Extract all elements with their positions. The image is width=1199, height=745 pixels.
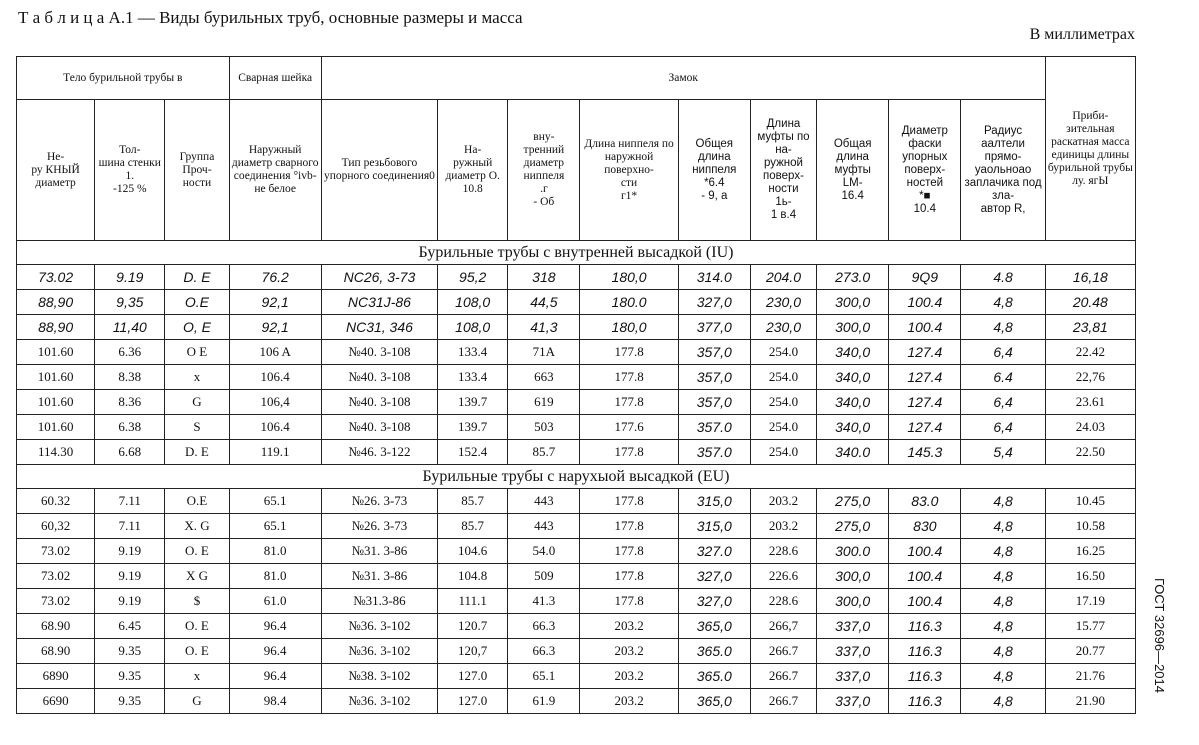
- table-cell: 6890: [17, 664, 95, 689]
- table-cell: 66.3: [508, 639, 580, 664]
- table-cell: 315,0: [678, 514, 750, 539]
- table-cell: 92,1: [229, 315, 321, 340]
- table-cell: 10.45: [1045, 489, 1135, 514]
- table-cell: 509: [508, 564, 580, 589]
- table-cell: 23,81: [1045, 315, 1135, 340]
- table-cell: №36. 3-102: [321, 614, 437, 639]
- table-cell: 88,90: [17, 290, 95, 315]
- table-cell: 5,4: [961, 440, 1045, 465]
- column-header: На- ружный диаметр О. 10.8: [438, 100, 508, 241]
- table-row: [17, 589, 1136, 614]
- table-cell: 114.30: [17, 440, 95, 465]
- table-cell: 204.0: [750, 265, 816, 290]
- table-cell: 22,76: [1045, 365, 1135, 390]
- column-header: Общая длина муфты LM- 16.4: [817, 100, 889, 241]
- table-cell: 4,8: [961, 315, 1045, 340]
- table-cell: 340,0: [817, 365, 889, 390]
- table-cell: 443: [508, 489, 580, 514]
- drill-pipe-table: [16, 56, 1136, 714]
- table-cell: 300,0: [817, 290, 889, 315]
- table-cell: 22.42: [1045, 340, 1135, 365]
- table-cell: G: [165, 689, 229, 714]
- table-cell: 106,4: [229, 390, 321, 415]
- table-cell: 81.0: [229, 564, 321, 589]
- table-cell: 65.1: [229, 514, 321, 539]
- table-cell: x: [165, 365, 229, 390]
- table-row: [17, 614, 1136, 639]
- table-cell: 9.19: [95, 564, 165, 589]
- table-cell: 337,0: [817, 664, 889, 689]
- table-cell: 6.36: [95, 340, 165, 365]
- table-cell: 41,3: [508, 315, 580, 340]
- table-cell: 111.1: [438, 589, 508, 614]
- table-cell: 177.6: [580, 415, 678, 440]
- table-cell: 254.0: [750, 415, 816, 440]
- table-cell: O. E: [165, 539, 229, 564]
- table-cell: 830: [889, 514, 961, 539]
- table-cell: 10.58: [1045, 514, 1135, 539]
- table-cell: 4,8: [961, 539, 1045, 564]
- table-cell: 230,0: [750, 315, 816, 340]
- column-header: Тип резьбового упорного соединения0: [321, 100, 437, 241]
- units-label: В миллиметрах: [1029, 26, 1135, 43]
- table-cell: 254.0: [750, 340, 816, 365]
- table-cell: 92,1: [229, 290, 321, 315]
- table-cell: 81.0: [229, 539, 321, 564]
- table-cell: 177.8: [580, 539, 678, 564]
- table-cell: 6,4: [961, 390, 1045, 415]
- table-cell: 108,0: [438, 290, 508, 315]
- table-cell: 340,0: [817, 390, 889, 415]
- table-cell: 177.8: [580, 340, 678, 365]
- table-cell: 300,0: [817, 315, 889, 340]
- table-cell: №31.3-86: [321, 589, 437, 614]
- table-cell: 177.8: [580, 564, 678, 589]
- table-cell: №46. 3-122: [321, 440, 437, 465]
- table-cell: 133.4: [438, 365, 508, 390]
- table-cell: 76.2: [229, 265, 321, 290]
- table-cell: 9Q9: [889, 265, 961, 290]
- table-cell: 96.4: [229, 639, 321, 664]
- table-cell: 357.0: [678, 415, 750, 440]
- table-cell: $: [165, 589, 229, 614]
- table-cell: 254.0: [750, 365, 816, 390]
- header-tool-joint: Замок: [321, 57, 1045, 100]
- table-cell: 106.4: [229, 415, 321, 440]
- table-cell: 104.6: [438, 539, 508, 564]
- table-row: [17, 340, 1136, 365]
- table-cell: 127.4: [889, 340, 961, 365]
- column-header: Группа Проч- ности: [165, 100, 229, 241]
- table-cell: 17.19: [1045, 589, 1135, 614]
- table-cell: 44,5: [508, 290, 580, 315]
- table-cell: №36. 3-102: [321, 689, 437, 714]
- table-cell: 377,0: [678, 315, 750, 340]
- table-cell: 357,0: [678, 340, 750, 365]
- table-cell: 365.0: [678, 639, 750, 664]
- table-cell: 152.4: [438, 440, 508, 465]
- table-cell: №31. 3-86: [321, 539, 437, 564]
- table-cell: 230,0: [750, 290, 816, 315]
- table-cell: 177.8: [580, 514, 678, 539]
- table-cell: №26. 3-73: [321, 514, 437, 539]
- table-cell: 203.2: [580, 639, 678, 664]
- table-cell: 177.8: [580, 365, 678, 390]
- table-cell: S: [165, 415, 229, 440]
- table-cell: 266.7: [750, 664, 816, 689]
- table-cell: 180,0: [580, 315, 678, 340]
- table-cell: 365,0: [678, 614, 750, 639]
- table-cell: 177.8: [580, 589, 678, 614]
- table-cell: 9.35: [95, 689, 165, 714]
- table-cell: 71A: [508, 340, 580, 365]
- table-cell: 4,8: [961, 589, 1045, 614]
- table-cell: 127.4: [889, 365, 961, 390]
- table-cell: 60,32: [17, 514, 95, 539]
- table-cell: 357,0: [678, 390, 750, 415]
- table-cell: 663: [508, 365, 580, 390]
- table-cell: 120,7: [438, 639, 508, 664]
- table-cell: NC31J-86: [321, 290, 437, 315]
- table-cell: 106 A: [229, 340, 321, 365]
- table-cell: 337,0: [817, 614, 889, 639]
- table-cell: 300.0: [817, 539, 889, 564]
- table-row: [17, 390, 1136, 415]
- table-cell: 4,8: [961, 564, 1045, 589]
- table-row: [17, 564, 1136, 589]
- table-cell: 180.0: [580, 290, 678, 315]
- table-cell: X G: [165, 564, 229, 589]
- table-cell: 95,2: [438, 265, 508, 290]
- table-cell: №40. 3-108: [321, 365, 437, 390]
- table-cell: 100.4: [889, 564, 961, 589]
- table-cell: 11,40: [95, 315, 165, 340]
- table-cell: 9.35: [95, 664, 165, 689]
- table-cell: O, E: [165, 315, 229, 340]
- section-title: Бурильные трубы с внутренней высадкой (IU): [17, 241, 1136, 265]
- table-cell: 273.0: [817, 265, 889, 290]
- table-cell: 16,18: [1045, 265, 1135, 290]
- table-cell: 443: [508, 514, 580, 539]
- table-cell: 104.8: [438, 564, 508, 589]
- table-cell: №40. 3-108: [321, 390, 437, 415]
- table-cell: 145.3: [889, 440, 961, 465]
- table-cell: 54.0: [508, 539, 580, 564]
- table-cell: 4.8: [961, 265, 1045, 290]
- table-cell: 85.7: [438, 489, 508, 514]
- table-cell: 9.19: [95, 589, 165, 614]
- table-cell: 23.61: [1045, 390, 1135, 415]
- table-cell: 73.02: [17, 265, 95, 290]
- table-cell: 41.3: [508, 589, 580, 614]
- table-row: [17, 315, 1136, 340]
- header-weld-neck: Сварная шейка: [229, 57, 321, 100]
- table-cell: 100.4: [889, 290, 961, 315]
- section-title: Бурильные трубы с нарухыой высадкой (EU): [17, 465, 1136, 489]
- table-row: [17, 290, 1136, 315]
- table-cell: 266.7: [750, 639, 816, 664]
- table-cell: №38. 3-102: [321, 664, 437, 689]
- table-cell: 9.19: [95, 265, 165, 290]
- table-cell: 180,0: [580, 265, 678, 290]
- table-cell: 61.9: [508, 689, 580, 714]
- table-cell: 127.4: [889, 415, 961, 440]
- table-cell: X. G: [165, 514, 229, 539]
- table-cell: 177.8: [580, 390, 678, 415]
- table-row: [17, 415, 1136, 440]
- table-cell: 340,0: [817, 415, 889, 440]
- table-cell: 6.68: [95, 440, 165, 465]
- table-cell: 6,4: [961, 340, 1045, 365]
- table-cell: 6.4: [961, 365, 1045, 390]
- table-cell: 21.90: [1045, 689, 1135, 714]
- table-cell: 101.60: [17, 390, 95, 415]
- table-cell: 60.32: [17, 489, 95, 514]
- table-cell: 275,0: [817, 514, 889, 539]
- table-cell: 127.4: [889, 390, 961, 415]
- table-cell: 300,0: [817, 589, 889, 614]
- table-cell: 83.0: [889, 489, 961, 514]
- table-cell: 68.90: [17, 639, 95, 664]
- table-cell: 203.2: [580, 689, 678, 714]
- table-cell: 73.02: [17, 589, 95, 614]
- table-row: [17, 689, 1136, 714]
- table-cell: 228.6: [750, 539, 816, 564]
- table-cell: 275,0: [817, 489, 889, 514]
- column-header: Общея длина ниппеля *6.4 - 9, а: [678, 100, 750, 241]
- table-cell: 327,0: [678, 564, 750, 589]
- table-cell: 68.90: [17, 614, 95, 639]
- table-cell: 7.11: [95, 489, 165, 514]
- table-cell: 340,0: [817, 340, 889, 365]
- table-cell: O. E: [165, 639, 229, 664]
- column-header: Не- ру КНЫЙ диаметр: [17, 100, 95, 241]
- table-cell: 503: [508, 415, 580, 440]
- table-cell: 66.3: [508, 614, 580, 639]
- table-cell: 22.50: [1045, 440, 1135, 465]
- column-header: вну- тренний диаметр ниппеля .г - Об: [508, 100, 580, 241]
- table-cell: 9,35: [95, 290, 165, 315]
- table-cell: 101.60: [17, 340, 95, 365]
- table-cell: 4,8: [961, 614, 1045, 639]
- table-cell: O. E: [165, 614, 229, 639]
- table-cell: 100.4: [889, 589, 961, 614]
- table-cell: 203.2: [580, 614, 678, 639]
- table-cell: 7.11: [95, 514, 165, 539]
- table-cell: 65.1: [229, 489, 321, 514]
- table-cell: 357.0: [678, 440, 750, 465]
- table-cell: 127.0: [438, 664, 508, 689]
- table-cell: 619: [508, 390, 580, 415]
- table-cell: 88,90: [17, 315, 95, 340]
- table-row: [17, 265, 1136, 290]
- table-cell: №40. 3-108: [321, 340, 437, 365]
- table-row: [17, 639, 1136, 664]
- table-cell: 98.4: [229, 689, 321, 714]
- table-cell: 85.7: [438, 514, 508, 539]
- table-cell: 73.02: [17, 564, 95, 589]
- table-cell: 100.4: [889, 315, 961, 340]
- table-cell: NC31, 346: [321, 315, 437, 340]
- table-cell: 203.2: [580, 664, 678, 689]
- table-cell: 314.0: [678, 265, 750, 290]
- table-cell: №26. 3-73: [321, 489, 437, 514]
- table-row: [17, 664, 1136, 689]
- table-cell: 8.38: [95, 365, 165, 390]
- table-cell: 266.7: [750, 689, 816, 714]
- table-cell: 20.48: [1045, 290, 1135, 315]
- table-row: [17, 539, 1136, 564]
- table-cell: 139.7: [438, 390, 508, 415]
- table-cell: 203.2: [750, 489, 816, 514]
- table-cell: 16.25: [1045, 539, 1135, 564]
- table-cell: 96.4: [229, 664, 321, 689]
- column-header: Длина муфты по на- ружной поверх- ности 1ь- 1 в.4: [750, 100, 816, 241]
- table-cell: 177.8: [580, 489, 678, 514]
- table-cell: 8.36: [95, 390, 165, 415]
- column-header: Тол- шина стенки 1. -125 %: [95, 100, 165, 241]
- table-cell: 116.3: [889, 664, 961, 689]
- table-cell: 106.4: [229, 365, 321, 390]
- table-cell: 327,0: [678, 589, 750, 614]
- table-cell: 203.2: [750, 514, 816, 539]
- table-cell: №36. 3-102: [321, 639, 437, 664]
- table-cell: O E: [165, 340, 229, 365]
- table-cell: 4,8: [961, 689, 1045, 714]
- table-cell: 226.6: [750, 564, 816, 589]
- column-header: Длина ниппеля по наружной поверхно- сти г1*: [580, 100, 678, 241]
- table-cell: 73.02: [17, 539, 95, 564]
- table-cell: 254.0: [750, 390, 816, 415]
- table-cell: NC26, 3-73: [321, 265, 437, 290]
- table-cell: G: [165, 390, 229, 415]
- table-cell: 365,0: [678, 689, 750, 714]
- table-cell: 85.7: [508, 440, 580, 465]
- table-cell: 4,8: [961, 489, 1045, 514]
- table-cell: 101.60: [17, 365, 95, 390]
- table-cell: 96.4: [229, 614, 321, 639]
- table-cell: 139.7: [438, 415, 508, 440]
- column-header: Диаметр фаски упорных поверх- ностей *■ 10.4: [889, 100, 961, 241]
- table-cell: 65.1: [508, 664, 580, 689]
- table-cell: 4,8: [961, 514, 1045, 539]
- table-cell: 6.38: [95, 415, 165, 440]
- column-header: Радиус аалтели прямо- уаольноао заплачика под зла- автор R,: [961, 100, 1045, 241]
- table-cell: 116.3: [889, 614, 961, 639]
- table-cell: №40. 3-108: [321, 415, 437, 440]
- table-cell: 16.50: [1045, 564, 1135, 589]
- table-caption: Т а б л и ц а А.1 — Виды бурильных труб, основные размеры и масса: [18, 8, 523, 27]
- table-cell: 177.8: [580, 440, 678, 465]
- table-cell: O.E: [165, 489, 229, 514]
- table-cell: 6.45: [95, 614, 165, 639]
- table-cell: 9.19: [95, 539, 165, 564]
- table-cell: 15.77: [1045, 614, 1135, 639]
- table-row: [17, 440, 1136, 465]
- table-cell: 357,0: [678, 365, 750, 390]
- table-cell: 327,0: [678, 290, 750, 315]
- table-cell: 4,8: [961, 290, 1045, 315]
- table-cell: D. E: [165, 440, 229, 465]
- table-cell: 327.0: [678, 539, 750, 564]
- table-cell: 315,0: [678, 489, 750, 514]
- table-cell: 119.1: [229, 440, 321, 465]
- table-cell: 101.60: [17, 415, 95, 440]
- table-row: [17, 365, 1136, 390]
- table-cell: 318: [508, 265, 580, 290]
- table-cell: 108,0: [438, 315, 508, 340]
- table-cell: 120.7: [438, 614, 508, 639]
- header-pipe-body: Тело бурильной трубы в: [17, 57, 230, 100]
- table-cell: 4,8: [961, 664, 1045, 689]
- table-cell: №31. 3-86: [321, 564, 437, 589]
- table-row: [17, 489, 1136, 514]
- table-cell: 365.0: [678, 664, 750, 689]
- table-cell: O.E: [165, 290, 229, 315]
- table-cell: 116.3: [889, 689, 961, 714]
- table-cell: 337,0: [817, 689, 889, 714]
- table-cell: 20.77: [1045, 639, 1135, 664]
- table-cell: 9.35: [95, 639, 165, 664]
- table-cell: D. E: [165, 265, 229, 290]
- table-cell: 21.76: [1045, 664, 1135, 689]
- table-cell: 228.6: [750, 589, 816, 614]
- table-cell: 116.3: [889, 639, 961, 664]
- table-cell: x: [165, 664, 229, 689]
- table-cell: 133.4: [438, 340, 508, 365]
- table-row: [17, 514, 1136, 539]
- table-cell: 61.0: [229, 589, 321, 614]
- table-cell: 340.0: [817, 440, 889, 465]
- table-cell: 127.0: [438, 689, 508, 714]
- table-cell: 24.03: [1045, 415, 1135, 440]
- standard-side-label: ГОСТ 32696—2014: [1152, 578, 1167, 694]
- header-approx-mass: Приби- зительная раскатная масса единицы длины бурильной трубы лу. ягЫ: [1045, 57, 1135, 241]
- table-cell: 337,0: [817, 639, 889, 664]
- column-header: Наружный диаметр сварного соединения °ivb- не белое: [229, 100, 321, 241]
- table-cell: 6690: [17, 689, 95, 714]
- table-cell: 6,4: [961, 415, 1045, 440]
- table-cell: 266,7: [750, 614, 816, 639]
- table-cell: 4,8: [961, 639, 1045, 664]
- table-cell: 100.4: [889, 539, 961, 564]
- table-cell: 300,0: [817, 564, 889, 589]
- table-cell: 254.0: [750, 440, 816, 465]
